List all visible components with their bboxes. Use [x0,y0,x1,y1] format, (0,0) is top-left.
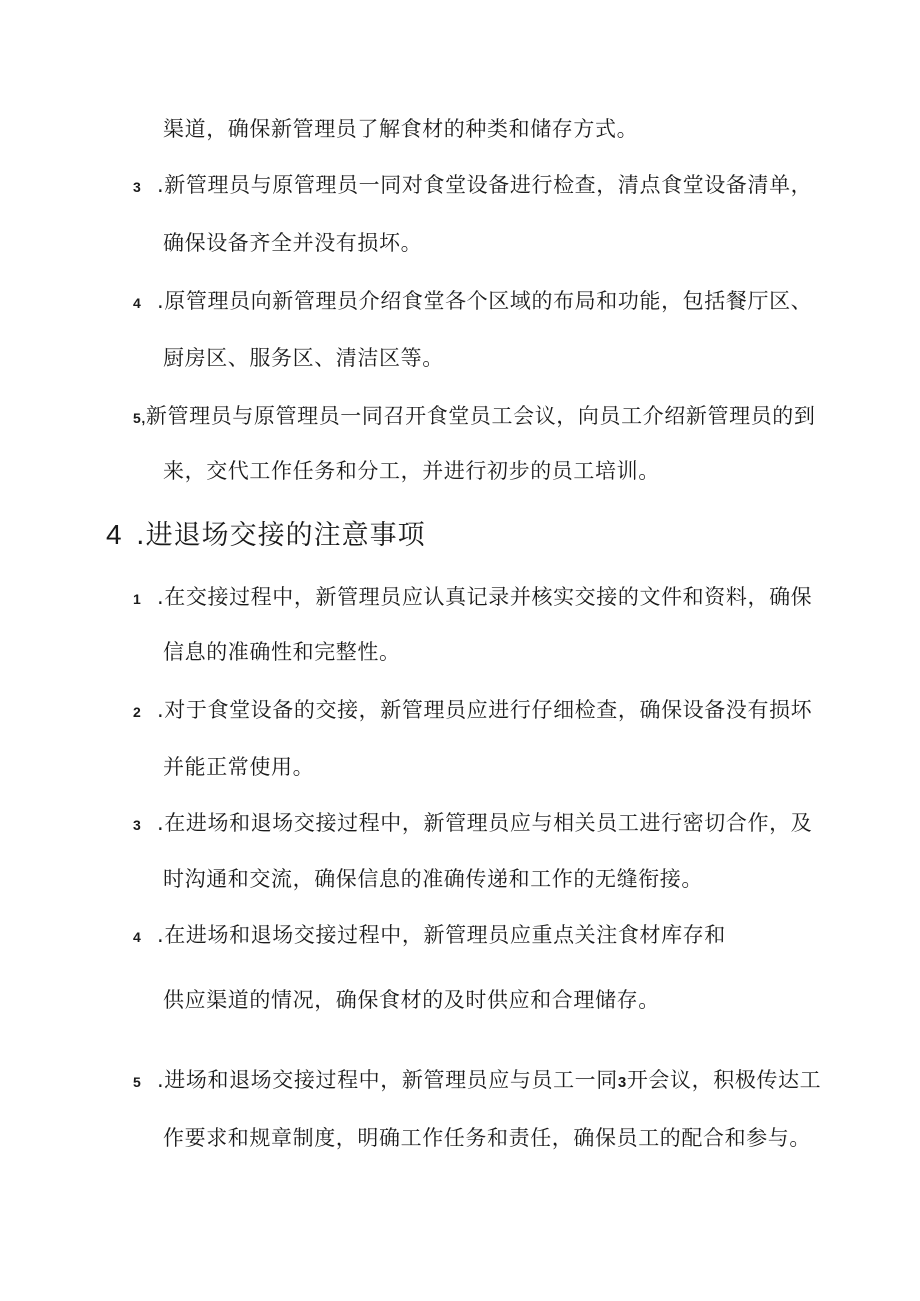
list-item [133,286,812,318]
item-text-part: 开会议，积极传达工 [626,1068,822,1092]
paragraph-continuation: 渠道，确保新管理员了解食材的种类和储存方式。 [163,117,639,141]
item-number: 3 [133,179,142,195]
item-number: 5 [133,1074,142,1090]
item-text: .原管理员向新管理员介绍食堂各个区域的布局和功能，包括餐厅区、 [157,289,813,313]
list-item [133,170,812,202]
list-item-continuation: 确保设备齐全并没有损坏。 [163,231,423,255]
list-item-continuation: 来，交代工作任务和分工，并进行初步的员工培训。 [163,459,660,483]
list-item [133,1065,821,1098]
item-text: .在进场和退场交接过程中，新管理员应与相关员工进行密切合作，及 [157,811,813,835]
item-text: .对于食堂设备的交接，新管理员应进行仔细检查，确保设备没有损坏 [157,698,813,722]
list-item [133,401,816,433]
list-item-continuation: 并能正常使用。 [163,755,315,779]
item-text-part: .进场和退场交接过程中，新管理员应与员工一同 [157,1068,618,1092]
item-number: 5, [133,410,146,426]
section-title: .进退场交接的注意事项 [136,520,426,551]
list-item [133,920,726,952]
item-text: .新管理员与原管理员一同对食堂设备进行检查，清点食堂设备清单， [157,173,813,197]
item-text: .在交接过程中，新管理员应认真记录并核实交接的文件和资料，确保 [157,585,813,609]
item-number: 4 [133,929,142,945]
list-item [133,808,812,840]
list-item-continuation: 时沟通和交流，确保信息的准确传递和工作的无缝衔接。 [163,867,703,891]
item-inline-digit: 3 [617,1074,627,1091]
item-text: .在进场和退场交接过程中，新管理员应重点关注食材库存和 [157,923,726,947]
list-item-continuation: 供应渠道的情况，确保食材的及时供应和合理储存。 [163,988,660,1012]
item-number: 3 [133,817,142,833]
section-number: 4 [106,519,123,550]
list-item [133,695,812,727]
list-item-continuation: 作要求和规章制度，明确工作任务和责任，确保员工的配合和参与。 [163,1126,811,1150]
item-number: 2 [133,704,142,720]
list-item-continuation: 厨房区、服务区、清洁区等。 [163,346,444,370]
item-number: 4 [133,295,142,311]
section-heading [106,517,426,554]
list-item-continuation: 信息的准确性和完整性。 [163,640,401,664]
item-text: 新管理员与原管理员一同召开食堂员工会议，向员工介绍新管理员的到 [145,404,816,428]
item-number: 1 [133,591,142,607]
list-item [133,582,812,614]
